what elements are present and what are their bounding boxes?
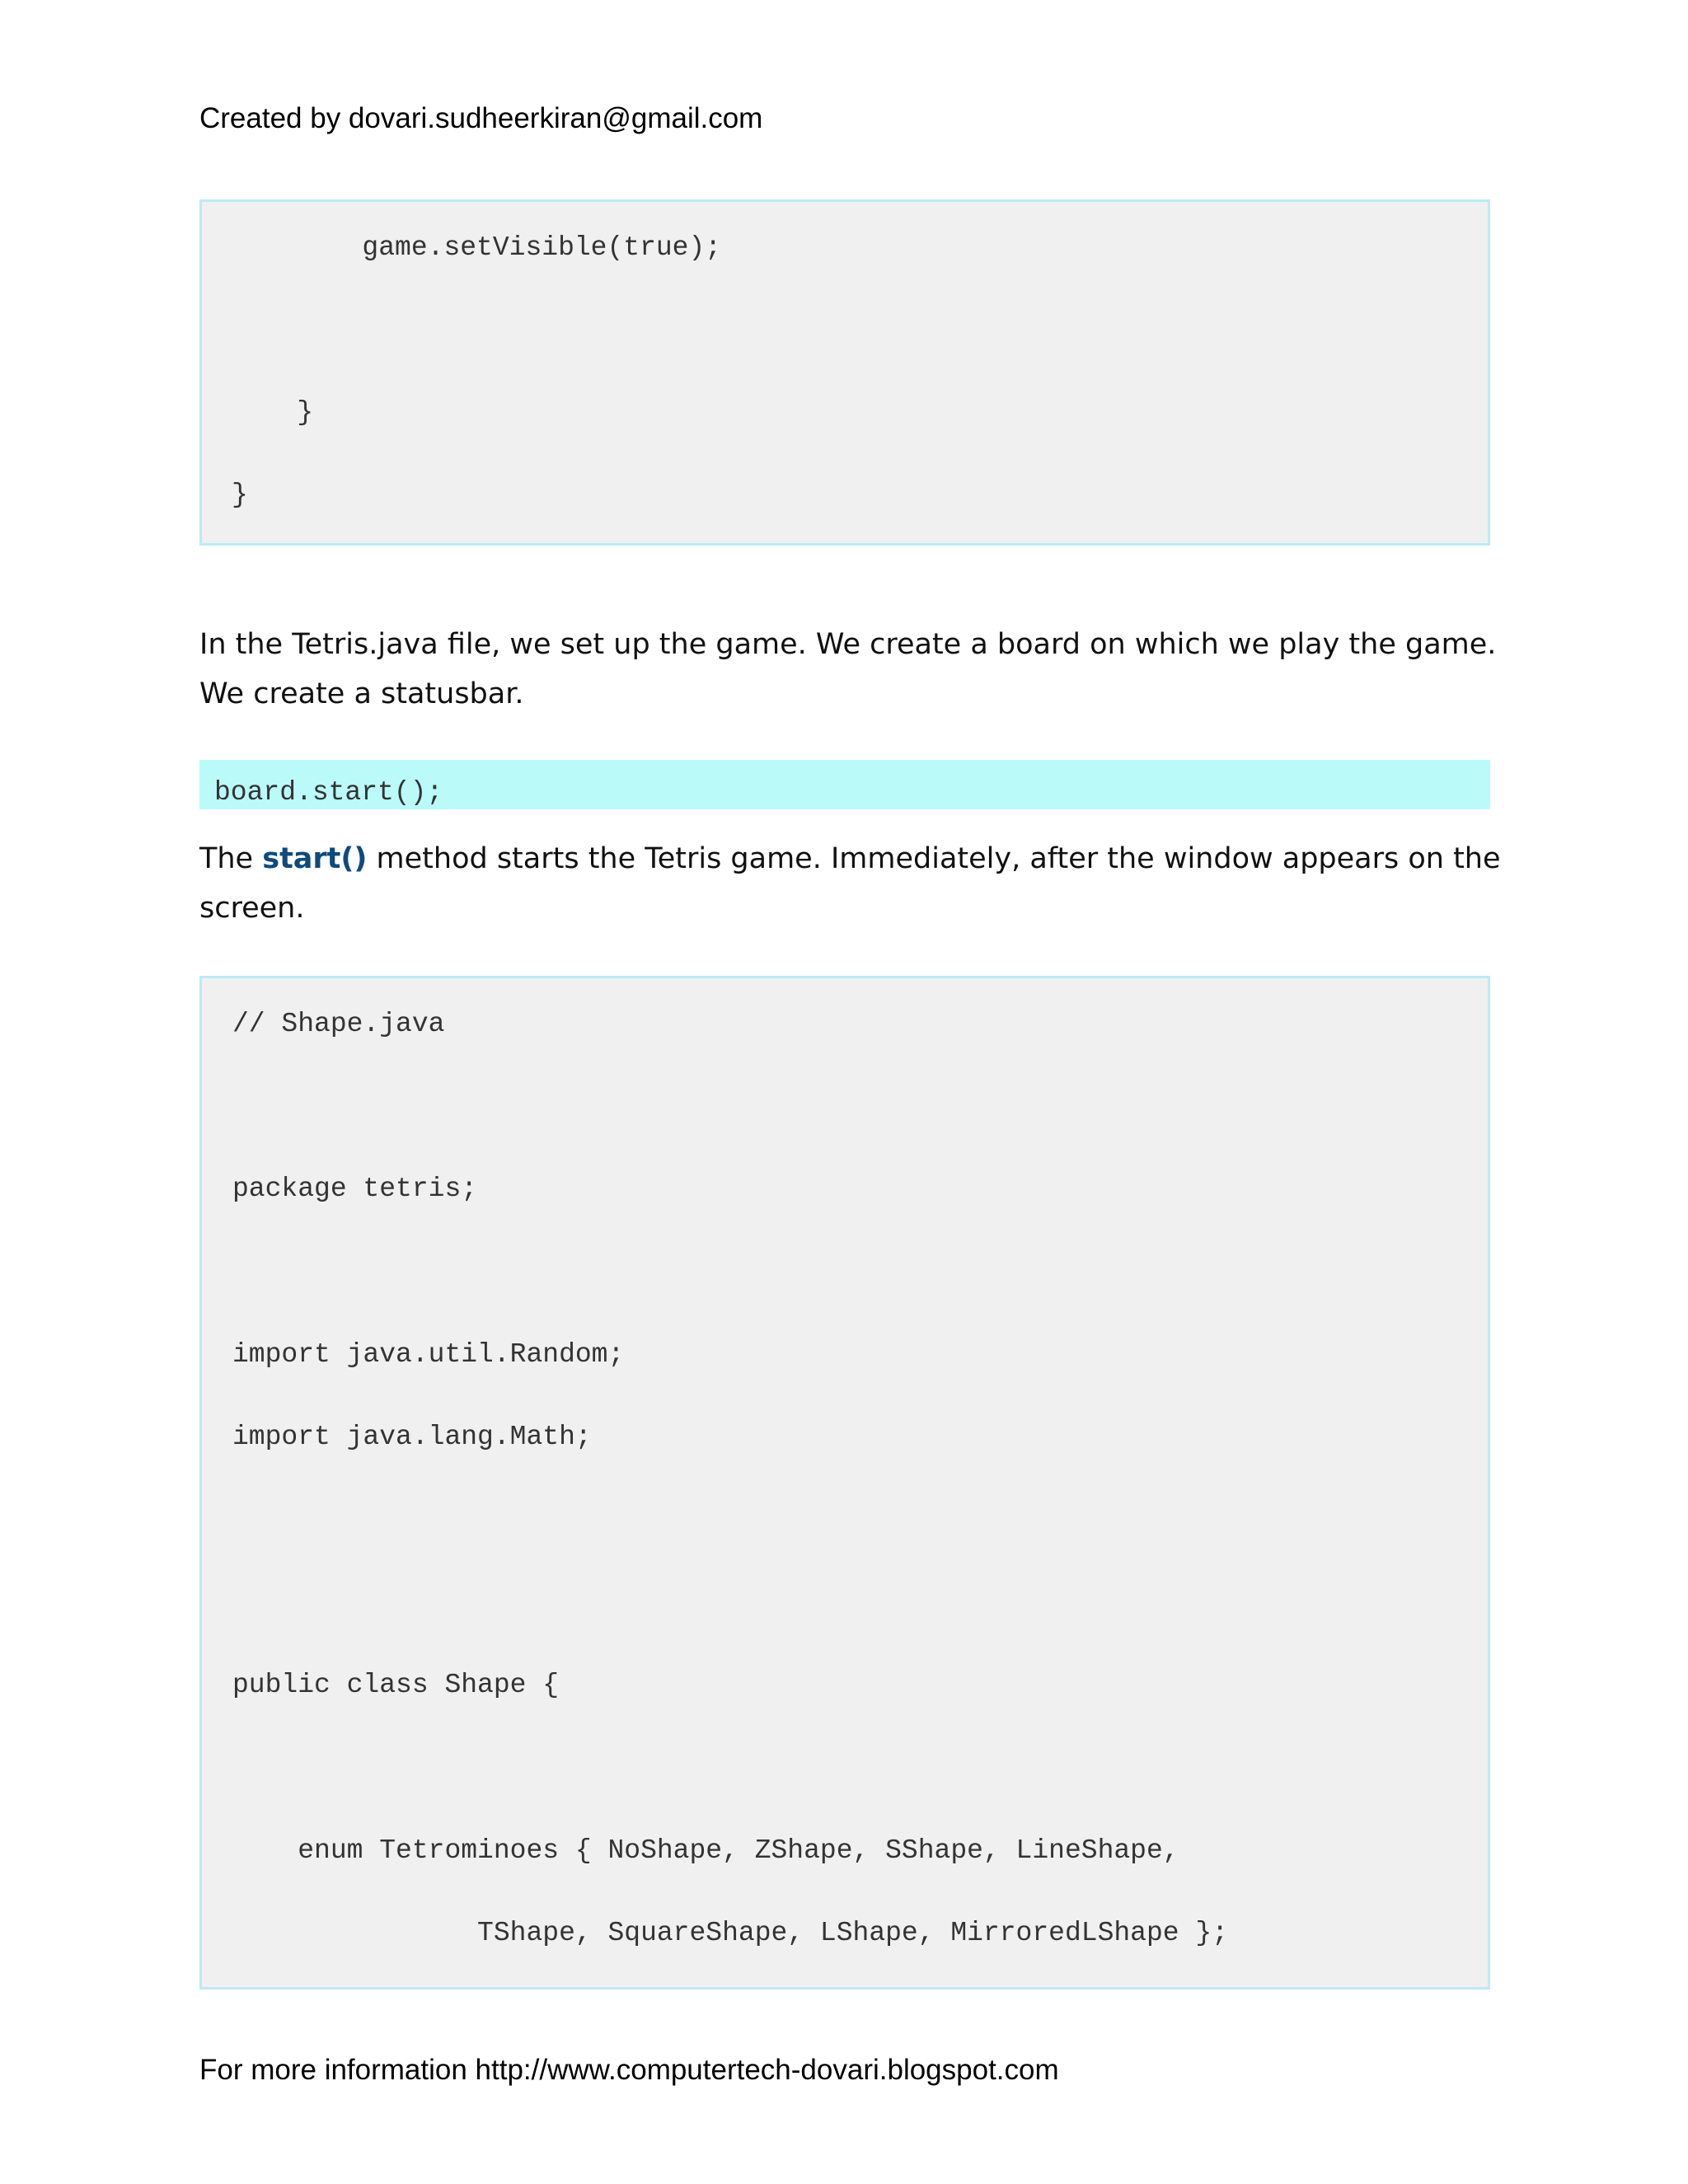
paragraph-line	[199, 834, 1502, 883]
inline-code-highlight	[199, 760, 1490, 809]
code-line: enum Tetrominoes { NoShape, ZShape, SShape, LineShape,	[232, 1835, 1179, 1866]
paragraph-text: The	[199, 842, 263, 875]
code-block-game-visible	[199, 199, 1490, 546]
code-line: package tetris;	[232, 1174, 478, 1204]
paragraph-start-method	[199, 834, 1502, 933]
paragraph-line: screen.	[199, 892, 305, 925]
paragraph-line: We create a statusbar.	[199, 677, 524, 710]
paragraph-line: In the Tetris.java file, we set up the game. We create a board on which we play the game.	[199, 628, 1497, 661]
paragraph-text: method starts the Tetris game. Immediately, after the window appears on the	[367, 842, 1501, 875]
page-footer: For more information http://www.computertech-dovari.blogspot.com	[199, 2054, 1059, 2086]
code-line: game.setVisible(true);	[232, 232, 722, 263]
code-line: }	[232, 480, 248, 510]
inline-code-text: board.start();	[214, 777, 443, 808]
code-line: import java.util.Random;	[232, 1339, 625, 1370]
code-line: TShape, SquareShape, LShape, MirroredLShape };	[232, 1918, 1228, 1948]
start-method-keyword: start()	[262, 842, 368, 875]
code-line: // Shape.java	[232, 1009, 445, 1039]
code-line: import java.lang.Math;	[232, 1422, 592, 1452]
paragraph-tetris-setup	[199, 620, 1502, 719]
page-header: Created by dovari.sudheerkiran@gmail.com	[199, 102, 763, 134]
code-line: }	[232, 397, 314, 428]
code-block-shape-java	[199, 976, 1490, 1990]
code-line: public class Shape {	[232, 1670, 560, 1700]
